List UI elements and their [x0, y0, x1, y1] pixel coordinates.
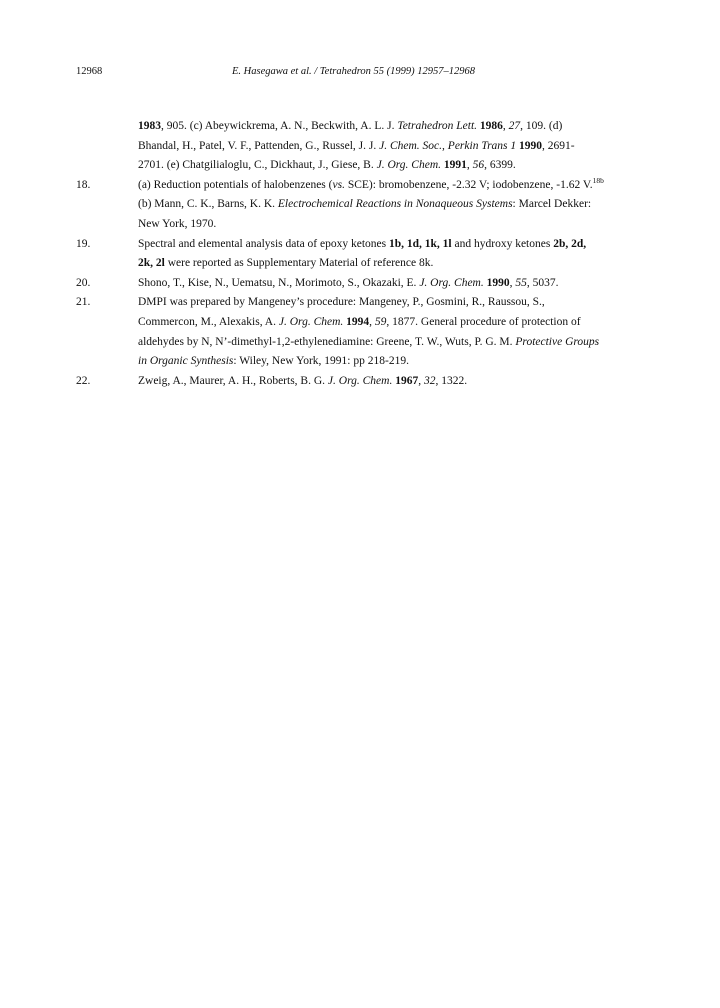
- reference-number: 19.: [76, 237, 91, 250]
- reference-list: [76, 117, 650, 391]
- reference-text: [138, 274, 650, 294]
- reference-continued: [76, 117, 650, 176]
- reference-number: [76, 117, 138, 176]
- reference-line: DMPI was prepared by Mangeney’s procedure: Mangeney, P., Gosmini, R., Raussou, S.,: [138, 296, 545, 309]
- reference-line: Shono, T., Kise, N., Uematsu, N., Morimoto, S., Okazaki, E. J. Org. Chem. 1990, 55, 5037.: [138, 276, 559, 289]
- reference-number: 18.: [76, 178, 91, 191]
- page-number: 12968: [76, 66, 103, 77]
- reference-line: in Organic Synthesis: Wiley, New York, 1991: pp 218-219.: [138, 355, 409, 368]
- reference-number: 21.: [76, 296, 91, 309]
- running-title: E. Hasegawa et al. / Tetrahedron 55 (1999) 12957–12968: [232, 66, 476, 77]
- reference-text: [138, 117, 650, 176]
- reference-number: 20.: [76, 276, 91, 289]
- reference-19: [76, 235, 650, 274]
- reference-line: New York, 1970.: [138, 217, 217, 230]
- reference-line: Zweig, A., Maurer, A. H., Roberts, B. G. J. Org. Chem. 1967, 32, 1322.: [138, 374, 468, 387]
- reference-line: (a) Reduction potentials of halobenzenes (vs. SCE): bromobenzene, -2.32 V; iodobenzene, -1.62 V.$^{18b}$: [138, 175, 604, 191]
- reference-21: [76, 293, 650, 371]
- reference-text: [138, 372, 650, 392]
- reference-text: [138, 235, 650, 274]
- reference-line: 1983, 905. (c) Abeywickrema, A. N., Beckwith, A. L. J. Tetrahedron Lett. 1986, 27, 109. (d): [138, 120, 563, 132]
- reference-line: Commercon, M., Alexakis, A. J. Org. Chem. 1994, 59, 1877. General procedure of protection of: [138, 315, 581, 328]
- reference-line: Spectral and elemental analysis data of epoxy ketones 1b, 1d, 1k, 1l and hydroxy ketones 2b, 2d,: [138, 237, 587, 250]
- reference-text: [138, 176, 650, 235]
- reference-line: 2k, 2l were reported as Supplementary Material of reference 8k.: [138, 257, 434, 270]
- running-header: [0, 66, 720, 82]
- reference-number: 22.: [76, 374, 91, 387]
- reference-line: 2701. (e) Chatgilialoglu, C., Dickhaut, J., Giese, B. J. Org. Chem. 1991, 56, 6399.: [138, 159, 516, 172]
- reference-text: [138, 293, 650, 371]
- reference-20: [76, 274, 650, 294]
- reference-line: Bhandal, H., Patel, V. F., Pattenden, G., Russel, J. J. J. Chem. Soc., Perkin Trans 1 1990, 2691-: [138, 139, 575, 152]
- reference-22: [76, 372, 650, 392]
- reference-18: [76, 176, 650, 235]
- reference-line: aldehydes by N, N’-dimethyl-1,2-ethylenediamine: Greene, T. W., Wuts, P. G. M. Protective Groups: [138, 335, 600, 348]
- reference-line: (b) Mann, C. K., Barns, K. K. Electrochemical Reactions in Nonaqueous Systems: Marcel Dekker:: [138, 198, 592, 211]
